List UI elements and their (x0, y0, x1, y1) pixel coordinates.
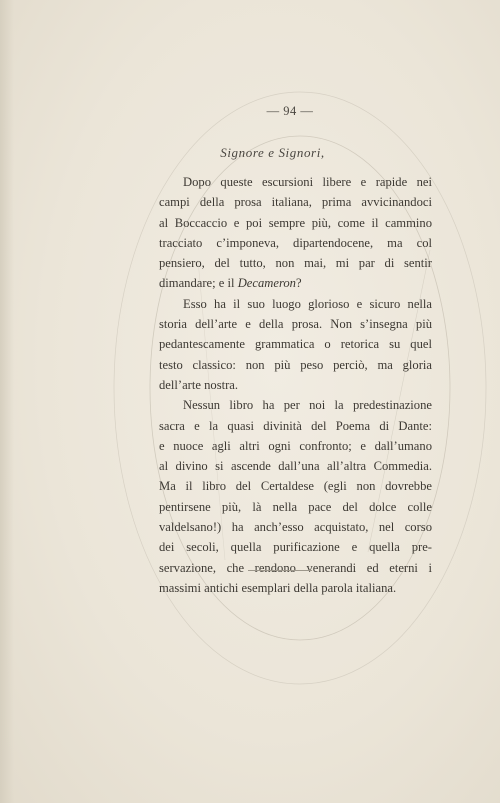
text-line: massimi antichi esemplari della parola italiana. (159, 580, 397, 595)
text-line: e nuoce agli altri ogni confronto; e dall’umano (159, 438, 432, 453)
text-line: testo classico: non più peso perciò, ma gloria (159, 357, 432, 372)
section-heading: Signore e Signori, (220, 145, 325, 160)
text-run: ? (295, 276, 302, 291)
paragraph-1 (159, 172, 432, 294)
text-line: pentirsene più, là nella pace del dolce colle (159, 499, 432, 514)
paragraph-3 (159, 395, 432, 598)
text-line: dell’arte nostra. (159, 377, 239, 392)
text-line: valdelsano!) ha anch’esso acquistato, nel corso (159, 520, 432, 535)
book-title-italic: Decameron (237, 276, 296, 291)
text-line: Dopo queste escursioni libere e rapide nei (183, 175, 432, 189)
text-line (159, 273, 432, 293)
text-line: storia dell’arte e della prosa. Non s’insegna più (159, 317, 432, 332)
text-line: sacra e la quasi divinità del Poema di Dante: (159, 418, 432, 433)
body-text (159, 172, 432, 598)
paragraph-2 (159, 294, 432, 395)
text-line: tracciato c’imponeva, dipartendocene, ma col (159, 235, 432, 250)
text-line: al Boccaccio e poi sempre più, come il cammino (159, 215, 432, 230)
text-line: servazione, che rendono venerandi ed eterni i (159, 560, 432, 575)
page-number: — 94 — (266, 104, 314, 118)
text-line: dei secoli, quella purificazione e quella pre- (159, 540, 432, 555)
text-line: pensiero, del tutto, non mai, mi par di sentir (159, 256, 432, 271)
text-line: Esso ha il suo luogo glorioso e sicuro nella (183, 296, 432, 311)
end-rule (248, 570, 312, 571)
text-line: campi della prosa italiana, prima avvicinandoci (159, 195, 432, 210)
text-line: Nessun libro ha per noi la predestinazione (183, 398, 432, 413)
text-run: dimandare; e il (159, 276, 238, 291)
text-line: pedantescamente grammatica o retorica su quel (159, 337, 432, 352)
text-line: al divino si ascende dall’una all’altra Commedia. (159, 459, 432, 474)
text-line: Ma il libro del Certaldese (egli non dovrebbe (159, 479, 432, 494)
